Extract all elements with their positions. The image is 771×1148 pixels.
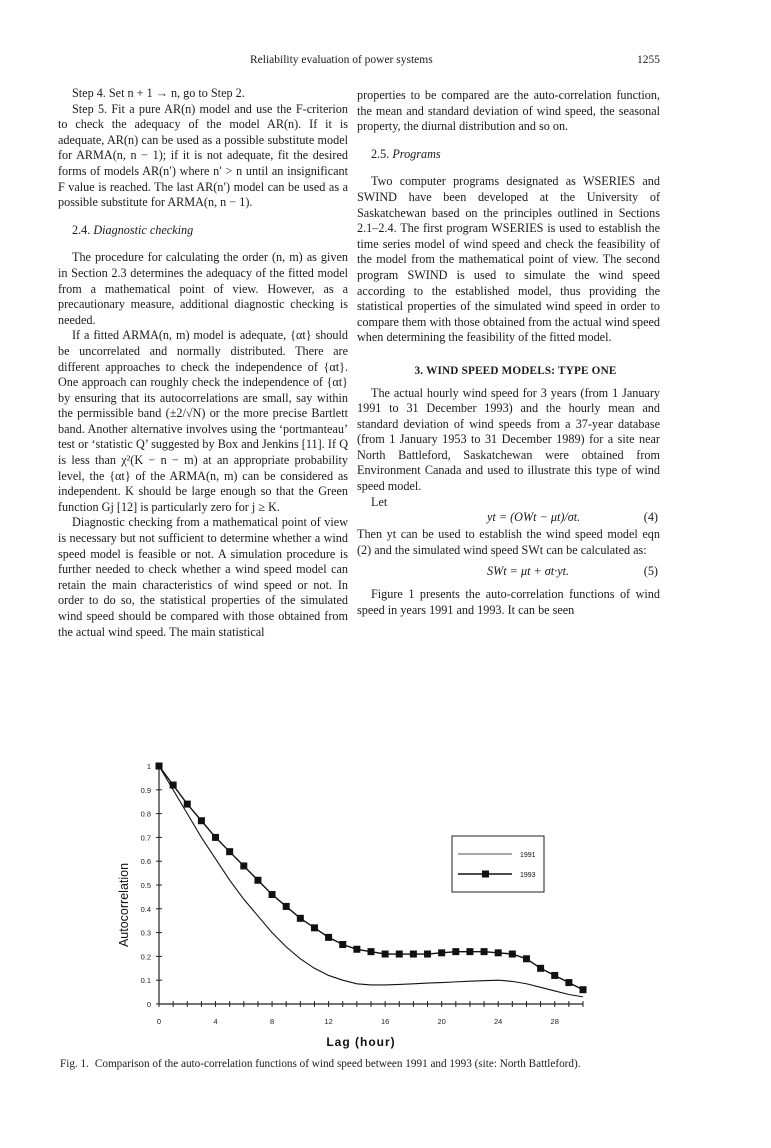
right-column — [357, 88, 660, 619]
figure-reference-paragraph: Figure 1 presents the auto-correlation functions of wind speed in years 1991 and 1993. It can be seen — [357, 587, 660, 618]
legend-box — [452, 836, 544, 892]
legend-marker-1993 — [482, 871, 489, 878]
y-tick-label: 0.3 — [140, 928, 151, 938]
x-tick-label: 16 — [380, 1017, 390, 1026]
section-2-4-heading — [58, 223, 348, 239]
series-marker-1993 — [368, 948, 375, 955]
series-marker-1993 — [396, 951, 403, 958]
series-marker-1993 — [452, 948, 459, 955]
series-marker-1993 — [170, 782, 177, 789]
let-text: Let — [371, 494, 388, 509]
step-4-text: Step 4. Set n + 1 → n, go to Step 2. — [72, 86, 245, 100]
x-tick-label: 20 — [437, 1017, 446, 1026]
series-marker-1993 — [311, 924, 318, 931]
series-marker-1993 — [523, 955, 530, 962]
series-marker-1993 — [156, 763, 163, 770]
series-marker-1993 — [325, 934, 332, 941]
series-marker-1993 — [353, 946, 360, 953]
x-tick-label: 24 — [494, 1017, 503, 1026]
series-marker-1993 — [198, 817, 205, 824]
series-marker-1993 — [410, 951, 417, 958]
y-tick-label: 0.1 — [140, 976, 151, 986]
x-tick-label: 12 — [324, 1017, 333, 1026]
section-2-5-heading — [357, 147, 660, 163]
page-number: 1255 — [637, 54, 660, 66]
series-marker-1993 — [212, 834, 219, 841]
programs-paragraph: Two computer programs designated as WSERIES and SWIND have been developed at the University of Saskatchewan based on the principles outlined in Sections 2.1–2.4. The first program WSERIES is used to establish the time series model of wind speed and check the feasibility of the model from the mathematical point of view. The second program SWIND is used to simulate the wind speed according to the established model, thus providing the statistical properties of the simulated wind speed in order to compare them with those obtained from the actual wind speed when determining the feasibility of the fitted model. — [357, 174, 660, 345]
caption-label: Fig. 1. — [60, 1058, 89, 1070]
then-paragraph: Then yt can be used to establish the wind speed model eqn (2) and the simulated wind speed SWt can be calculated as: — [357, 527, 660, 557]
series-marker-1993 — [382, 951, 389, 958]
section-2-5-title: Programs — [392, 146, 441, 161]
y-tick-label: 0.6 — [140, 857, 151, 867]
x-tick-label: 8 — [269, 1017, 275, 1026]
equation-4 — [357, 510, 660, 527]
series-marker-1993 — [466, 948, 473, 955]
series-marker-1993 — [481, 948, 488, 955]
series-marker-1993 — [438, 949, 445, 956]
series-marker-1993 — [254, 877, 261, 884]
diagnostic-paragraph-2: If a fitted ARMA(n, m) model is adequate, {αt} should be uncorrelated and normally distributed. There are different approaches to check the independence of {αt}. One approach can roughly check the independence of {αt} by ensuring that its autocorrelations are small, say within the permissible band (±2/√N) or the more precise Bartlett band. Another alternative involves using the ‘portmanteau’ test or ‘statistic Q’ suggested by Box and Jenkins [11]. If Q is less than χ²(K − n − m) at an appropriate probability level, the {αt} of the ARMA(n, m) can be considered as independent. K should be large enough so that the Green function Gj [12] is particularly zero for j ≥ K. — [58, 328, 348, 514]
equation-5 — [357, 564, 660, 581]
autocorrelation-chart — [100, 760, 600, 1050]
series-marker-1993 — [424, 951, 431, 958]
series-marker-1993 — [269, 891, 276, 898]
y-tick-label: 0.7 — [140, 833, 151, 843]
x-tick-label: 0 — [156, 1017, 162, 1026]
figure-1 — [100, 760, 600, 1050]
series-marker-1993 — [184, 801, 191, 808]
series-marker-1993 — [297, 915, 304, 922]
legend-label-1991: 1991 — [520, 852, 536, 859]
series-marker-1993 — [580, 986, 587, 993]
series-marker-1993 — [240, 862, 247, 869]
series-marker-1993 — [565, 979, 572, 986]
section-2-5-number: 2.5. — [371, 146, 390, 161]
left-column — [58, 86, 348, 640]
series-marker-1993 — [283, 903, 290, 910]
running-title: Reliability evaluation of power systems — [250, 54, 433, 66]
section-3-heading: 3. WIND SPEED MODELS: TYPE ONE — [414, 364, 617, 377]
actual-wind-speed-paragraph: The actual hourly wind speed for 3 years (from 1 January 1991 to 31 December 1993) and the hourly mean and standard deviation of wind speeds from a 37-year database (from 1 January 1953 to 31 December 1989) for a site near North Battleford, Saskatchewan were obtained from Environment Canada and used to illustrate this type of wind speed model. — [357, 385, 660, 494]
legend-label-1993: 1993 — [520, 872, 536, 879]
y-tick-label: 0.5 — [140, 881, 151, 890]
y-tick-label: 1 — [146, 762, 151, 771]
section-2-4-number: 2.4. — [72, 222, 91, 237]
section-2-4-title: Diagnostic checking — [93, 222, 194, 237]
caption-text: Comparison of the auto-correlation functions of wind speed between 1991 and 1993 (site: North Battleford). — [94, 1058, 581, 1070]
step-5-text: Step 5. Fit a pure AR(n) model and use the F-criterion to check the adequacy of the model AR(n). If it is adequate, AR(n) can be used as a possible substitute model for ARMA(n, n − 1); if it is not adequate, fit the desired forms of models AR(n′) where n′ > n until an insignificant F value is reached. The last AR(n′) model can be used as a possible substitute for ARMA(n, n − 1). — [58, 101, 348, 210]
series-marker-1993 — [509, 951, 516, 958]
series-marker-1993 — [339, 941, 346, 948]
y-axis-label: Autocorrelation — [117, 862, 131, 948]
series-marker-1993 — [226, 848, 233, 855]
series-marker-1993 — [551, 972, 558, 979]
y-tick-label: 0.2 — [140, 952, 151, 962]
equation-5-body: SWt = μt + σt·yt. — [487, 564, 570, 579]
equation-5-number: (5) — [643, 564, 658, 579]
figure-caption — [60, 1058, 700, 1070]
y-tick-label: 0 — [146, 1000, 151, 1009]
y-tick-label: 0.4 — [140, 904, 151, 914]
equation-4-number: (4) — [643, 510, 658, 525]
diagnostic-paragraph-3: Diagnostic checking from a mathematical point of view is necessary but not sufficient to determine whether a wind speed model is feasible or not. A simulation procedure is further needed to check whether a wind speed model can retain the main characteristics of wind speed or not. In order to do so, the statistical properties of the simulated wind speed should be compared with those obtained from the actual wind speed. The main statistical — [58, 515, 348, 639]
equation-4-body: yt = (OWt − μt)/σt. — [487, 510, 581, 525]
series-marker-1993 — [537, 965, 544, 972]
y-tick-label: 0.8 — [140, 809, 151, 819]
x-tick-label: 28 — [550, 1017, 559, 1026]
x-tick-label: 4 — [213, 1017, 218, 1026]
series-marker-1993 — [495, 949, 502, 956]
properties-paragraph: properties to be compared are the auto-correlation function, the mean and standard deviation of wind speed, the seasonal property, the diurnal distribution and so on. — [357, 88, 660, 134]
y-tick-label: 0.9 — [140, 785, 151, 795]
x-axis-label: Lag (hour) — [326, 1035, 396, 1049]
diagnostic-paragraph-1: The procedure for calculating the order (n, m) as given in Section 2.3 determines the adequacy of the fitted model from a mathematical point of view. However, as a precautionary measure, additional diagnostic checking is needed. — [58, 250, 348, 327]
